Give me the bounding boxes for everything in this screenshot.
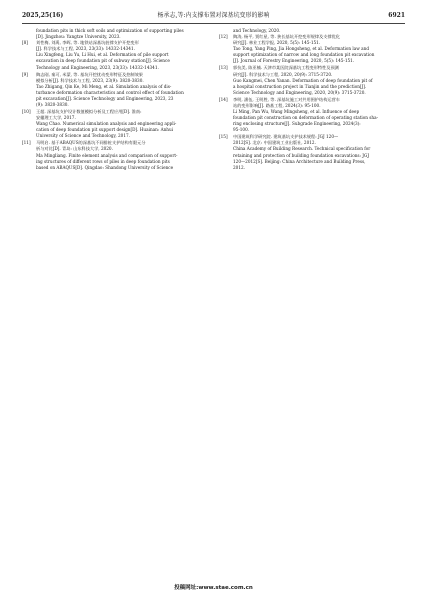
reference-line: (9): 3820-3830. [36, 102, 69, 108]
reference-line: University of Science and Technology, 2017. [36, 133, 130, 139]
reference-line: turbance deformation characteristics and control effect of foundation [36, 89, 184, 95]
reference-line: and Technology, 2020. [233, 28, 281, 33]
left-column [22, 28, 208, 172]
reference-line: 模拟分析[J]. 科学技术与工程, 2023, 23(9): 3820-3830. [36, 77, 144, 83]
reference-line: 陶涛, 杨平, 贾红星, 等. 狭长基坑开挖变形规律及支撑优化 [233, 34, 340, 40]
reference-line: [J]. 科学技术与工程, 2023, 23(33): 14332-14341. [36, 46, 135, 52]
reference-line: 研究[J]. 林业工程学报, 2020, 5(5): 145-151. [233, 40, 321, 46]
reference-line: ring enclosing structure[J]. Subgrade Engineering, 2024(3): [233, 121, 361, 127]
reference-line: retaining and protection of building foundation excavations: JGJ [233, 152, 370, 158]
reference-line: [J]. Journal of Forestry Engineering, 2020, 5(5): 145-151. [233, 58, 355, 64]
reference-entry [219, 134, 405, 171]
reference-line: Tao Zhigang, Qin Ke, Mi Meng, et al. Simulation analysis of dis- [36, 83, 172, 89]
reference-number: [14] [219, 96, 228, 102]
running-header [22, 10, 405, 22]
reference-line: 王超. 深基坑支护设计数值模拟分析及工程应用[D]. 淮南: [36, 109, 142, 114]
reference-entry [22, 72, 208, 109]
reference-line: cation of deep foundation pit support design[D]. Huainan: Anhui [36, 127, 174, 133]
reference-line: ing structures of different rows of piles in deep foundation pits [36, 158, 170, 164]
reference-entry [219, 34, 405, 64]
reference-line: 2012[S]. 北京: 中国建筑工业出版社, 2012. [233, 140, 316, 146]
reference-line: Technology and Engineering, 2023, 23(33): 14332-14341. [36, 64, 159, 70]
reference-entry [22, 140, 208, 170]
reference-line: support optimization of narrow and long foundation pit excavation [233, 52, 375, 58]
reference-entry [22, 109, 208, 139]
reference-number: [8] [22, 40, 28, 46]
reference-entry [219, 65, 405, 95]
reference-number: [9] [22, 71, 28, 77]
reference-line: Tao Tong, Yang Ping, Jia Hongsheng, et al. Deformation law and [233, 46, 370, 52]
reference-line: Li Ming, Pan Wu, Wang Mingsheng, et al. Influence of deep [233, 109, 360, 114]
reference-line: 2012. [233, 164, 245, 170]
reference-line: pit excavation[J]. Science Technology and Engineering, 2023, 23 [36, 95, 174, 101]
reference-number: [15] [219, 134, 228, 140]
reference-line: 陶志刚, 秦可, 米蒙, 等. 基坑开挖扰动变形特征及控制效果 [36, 71, 143, 77]
reference-number: [10] [22, 109, 31, 114]
reference-line: 李明, 潘伍, 王明胜, 等. 深基坑施工对共用围护结构运营车 [233, 96, 340, 102]
reference-line: 安徽理工大学, 2017. [36, 115, 76, 121]
reference-line: Liu Xingfeng, Liu Yu, Li Hui, et al. Deformation of pile support [36, 52, 169, 58]
reference-number: [13] [219, 65, 228, 71]
page-number: 6921 [388, 12, 405, 19]
reference-line: 马明启. 基于ABAQUS的深基坑不同排桩支护结构有限元分 [36, 140, 146, 146]
reference-line: 析与对比[D]. 青岛: 山东科技大学, 2020. [36, 146, 113, 152]
reference-number: [11] [22, 140, 31, 146]
header-rule [22, 23, 405, 24]
reference-line: 95-100. [233, 127, 250, 133]
right-column [219, 28, 405, 172]
reference-line: [D]. Jingzhou: Yangtze University, 2023. [36, 34, 121, 40]
reference-line: 刘性梅, 刘禹, 李晖, 等. 地铁站深基坑桩撑支护开挖变形 [36, 40, 139, 46]
reference-entry [22, 40, 208, 70]
reference-line: based on ABAQUS[D]. Qingdao: Shandong University of Science [36, 164, 174, 170]
reference-line: excavation in deep foundation pit of subway station[J]. Science [36, 58, 170, 64]
reference-line: foundation pits in thick soft soils and optimization of supporting piles [36, 28, 184, 33]
reference-line: Science Technology and Engineering, 2020, 20(9): 3715-3720. [233, 89, 366, 95]
volume-issue: 2025,25(16) [22, 12, 64, 19]
reference-number: [12] [219, 34, 228, 40]
reference-continuation [22, 28, 208, 40]
reference-line: China Academy of Building Research. Technical specification for [233, 146, 371, 152]
running-title: 杨承志,等:内支撑布置对深基坑变形的影响 [157, 12, 270, 19]
reference-line: 120—2012[S]. Beijing: China Architecture and Building Press, [233, 158, 366, 164]
reference-line: Wang Chao. Numerical simulation analysis and engineering appli- [36, 121, 177, 127]
reference-line: foundation pit construction on deformation of operating station sha- [233, 115, 379, 121]
reference-line: 站的变形影响[J]. 路基工程, 2024(3): 95-100. [233, 102, 321, 108]
reference-line: 郭抗美, 陈亚楠. 天津市某医院深基坑工程变形特性及预测 [233, 65, 339, 71]
reference-line: Guo Kangmei, Chen Yanan. Deformation of deep foundation pit of [233, 77, 373, 83]
reference-line: Ma Mingliang. Finite element analysis and comparison of support- [36, 152, 178, 158]
reference-line: 中国建筑科学研究院. 建筑基坑支护技术规程: JGJ 120— [233, 134, 339, 140]
reference-line: 研究[J]. 科学技术与工程, 2020, 20(9): 3715-3720. [233, 71, 333, 77]
reference-entry [219, 97, 405, 134]
reference-line: a hospital construction project in Tianjin and the prediction[J]. [233, 83, 367, 89]
footer-url: 投稿网址:www.stae.com.cn [174, 585, 253, 591]
